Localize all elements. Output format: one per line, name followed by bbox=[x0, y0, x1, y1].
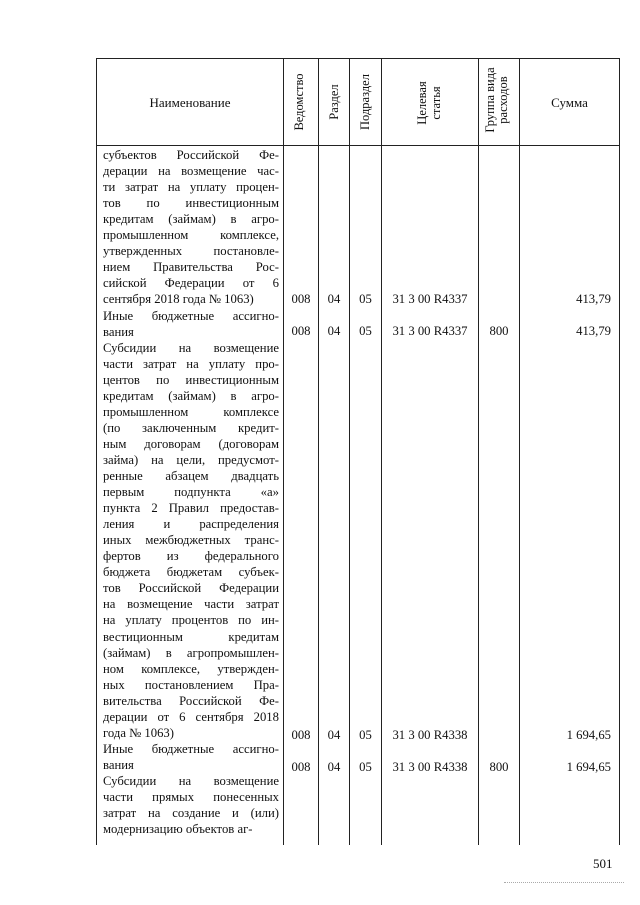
header-podrazdel: Подраздел bbox=[358, 74, 372, 130]
name-text-line: части прямых понесенных bbox=[103, 790, 279, 804]
name-text-line: Иные бюджетные ассигно- bbox=[103, 741, 279, 756]
row-4-podrazdel: 05 bbox=[359, 760, 372, 774]
table-left-border bbox=[96, 58, 97, 845]
name-text-line: утвержденных постановле- bbox=[103, 244, 279, 259]
name-text-line: промышленном комплексе, bbox=[103, 228, 279, 243]
row-2-podrazdel: 05 bbox=[359, 324, 372, 338]
name-text-line: (займам) в агропромышлен- bbox=[103, 645, 279, 660]
name-text-line: части затрат на уплату про- bbox=[103, 356, 279, 371]
name-text-line: вания bbox=[103, 324, 134, 339]
name-text-line: ренные абзацем двадцать bbox=[103, 469, 279, 483]
row-1-tselevaya: 31 3 00 R4337 bbox=[392, 292, 468, 306]
name-text-line: вительства Российской Фе- bbox=[103, 693, 279, 708]
name-text-line: дерации на возмещение час- bbox=[103, 164, 279, 179]
row-4-summa: 1 694,65 bbox=[566, 760, 611, 774]
name-text-line: Иные бюджетные ассигно- bbox=[103, 308, 279, 323]
name-text-line: ти затрат на уплату процен- bbox=[103, 180, 279, 195]
header-gruppa bbox=[484, 55, 512, 145]
row-3-podrazdel: 05 bbox=[359, 728, 372, 742]
row-1-vedomstvo: 008 bbox=[291, 292, 311, 306]
row-4-tselevaya: 31 3 00 R4338 bbox=[392, 760, 468, 774]
header-bottom-border bbox=[96, 145, 619, 146]
name-text-line: бюджета бюджетам субъек- bbox=[103, 565, 279, 580]
row-3-summa: 1 694,65 bbox=[566, 728, 611, 742]
header-tselevaya-line2: статья bbox=[429, 86, 443, 120]
row-2-tselevaya: 31 3 00 R4337 bbox=[392, 324, 468, 338]
row-2-vedomstvo: 008 bbox=[291, 324, 311, 338]
name-text-line: нием Правительства Рос- bbox=[103, 260, 279, 275]
row-1-podrazdel: 05 bbox=[359, 292, 372, 306]
name-text-line: (по заключенным кредит- bbox=[103, 420, 279, 435]
name-text-line: кредитам (займам) в агро- bbox=[103, 212, 279, 227]
name-text-line: вания bbox=[103, 757, 134, 772]
name-text-line: дерации от 6 сентября 2018 bbox=[103, 709, 279, 724]
name-text-line: затрат на создание и (или) bbox=[103, 806, 279, 821]
name-text-line: тов Российской Федерации bbox=[103, 581, 279, 596]
table-top-border bbox=[96, 58, 619, 59]
row-4-razdel: 04 bbox=[327, 760, 341, 774]
row-2-gruppa: 800 bbox=[489, 324, 509, 338]
header-vedomstvo: Ведомство bbox=[292, 73, 306, 131]
name-text-line: фертов из федерального bbox=[103, 549, 279, 564]
name-text-line: иных межбюджетных транс- bbox=[103, 533, 279, 548]
row-2-summa: 413,79 bbox=[576, 324, 611, 338]
row-3-razdel: 04 bbox=[327, 728, 341, 742]
name-text-line: ления и распределения bbox=[103, 517, 279, 532]
row-1-summa: 413,79 bbox=[576, 292, 611, 306]
name-text-line: Субсидии на возмещение bbox=[103, 773, 279, 788]
name-text-line: ных постановлением Пра- bbox=[103, 677, 279, 692]
name-text-line: модернизацию объектов аг- bbox=[103, 822, 253, 837]
header-gruppa-line2: расходов bbox=[496, 76, 510, 124]
header-tselevaya-line1: Целевая bbox=[415, 81, 429, 125]
name-text-line: на уплату процентов по ин- bbox=[103, 613, 279, 628]
name-text-line: займа) на цели, предусмот- bbox=[103, 452, 279, 467]
row-3-vedomstvo: 008 bbox=[291, 728, 311, 742]
row-2-razdel: 04 bbox=[327, 324, 341, 338]
name-text-line: вестиционным кредитам bbox=[103, 629, 279, 644]
row-4-gruppa: 800 bbox=[489, 760, 509, 774]
page-number: 501 bbox=[593, 856, 613, 871]
name-text-line: сентября 2018 года № 1063) bbox=[103, 292, 254, 307]
header-tselevaya bbox=[415, 58, 445, 148]
name-text-line: сийской Федерации от 6 bbox=[103, 276, 279, 291]
table-right-border bbox=[619, 58, 620, 845]
row-3-tselevaya: 31 3 00 R4338 bbox=[392, 728, 468, 742]
name-text-line: пункта 2 Правил предостав- bbox=[103, 501, 279, 516]
name-text-line: кредитам (займам) в агро- bbox=[103, 388, 279, 403]
header-name: Наименование bbox=[149, 95, 231, 110]
name-text-line: первым подпункта «а» bbox=[103, 485, 279, 500]
header-razdel: Раздел bbox=[327, 84, 341, 120]
name-text-line: тов по инвестиционным bbox=[103, 196, 279, 211]
name-text-line: субъектов Российской Фе- bbox=[103, 148, 279, 162]
name-text-line: центов по инвестиционным bbox=[103, 372, 279, 387]
row-1-razdel: 04 bbox=[327, 292, 341, 306]
name-text-line: на возмещение части затрат bbox=[103, 597, 279, 612]
name-text-line: года № 1063) bbox=[103, 725, 175, 740]
row-4-vedomstvo: 008 bbox=[291, 760, 311, 774]
scan-artifact-divider bbox=[504, 882, 624, 883]
header-summa: Сумма bbox=[551, 95, 588, 110]
name-text-line: ным договорам (договорам bbox=[103, 436, 279, 451]
name-text-line: ном комплексе, утвержден- bbox=[103, 661, 279, 676]
name-text-line: Субсидии на возмещение bbox=[103, 340, 279, 355]
header-gruppa-line1: Группа вида bbox=[483, 67, 497, 133]
col-divider-gruppa bbox=[478, 58, 479, 845]
name-text-line: промышленном комплексе bbox=[103, 404, 279, 419]
